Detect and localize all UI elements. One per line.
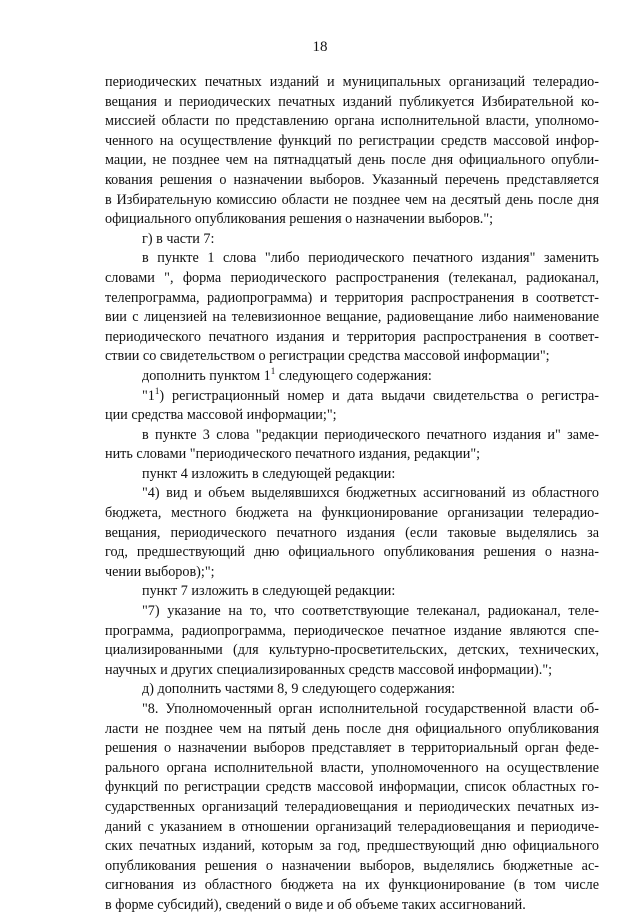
superscript: 1 bbox=[154, 386, 160, 396]
text-line-content: год, предшествующий дню официального опубликования решения о назна- bbox=[105, 544, 599, 561]
text-line-content: опубликования решения о назначении выборов, выделялись бюджетные ас- bbox=[105, 857, 599, 874]
text-line bbox=[105, 210, 599, 230]
text-line bbox=[105, 73, 599, 93]
text-line bbox=[105, 798, 599, 818]
text-line bbox=[105, 602, 599, 622]
text-line bbox=[105, 93, 599, 113]
text-line bbox=[105, 700, 599, 720]
text-line bbox=[105, 641, 599, 661]
text-line bbox=[105, 661, 599, 681]
text-line bbox=[105, 720, 599, 740]
text-line bbox=[105, 406, 599, 426]
text-line-content: ласти не позднее чем на пятый день после дня официального опубликования bbox=[105, 720, 599, 737]
text-line-content: словами ", форма периодического распространения (телеканал, радиоканал, bbox=[105, 269, 599, 286]
text-line-content: решения о назначении выборов представляет в территориальный орган феде- bbox=[105, 740, 599, 757]
text-line bbox=[105, 445, 599, 465]
text-line-content: периодических печатных изданий и муниципальных организаций телерадио- bbox=[105, 74, 599, 90]
text-line-content: мации, не позднее чем на пятнадцатый день после дня официального опубли- bbox=[105, 152, 599, 169]
text-line bbox=[105, 484, 599, 504]
text-line bbox=[105, 112, 599, 132]
text-line-content: пункт 4 изложить в следующей редакции: bbox=[142, 465, 396, 482]
text-line-content: в Избирательную комиссию области не позднее чем на десятый день после дня bbox=[105, 191, 599, 208]
text-line bbox=[105, 426, 599, 446]
text-line bbox=[105, 191, 599, 211]
text-line-content: периодического печатного издания и территория распространения в соответ- bbox=[105, 328, 599, 345]
text-line-content: научных и других специализированных средств массовой информации)."; bbox=[105, 661, 553, 678]
text-line bbox=[105, 347, 599, 367]
text-line bbox=[105, 367, 599, 387]
text-line-content: сигнования из областного бюджета на их функционирование (в том числе bbox=[105, 877, 599, 894]
text-line-content: сударственных организаций телерадиовещания и периодических печатных из- bbox=[105, 798, 599, 815]
text-line-content: г) в части 7: bbox=[142, 230, 215, 247]
text-line bbox=[105, 269, 599, 289]
text-line-content: бюджета, местного бюджета на функционирование организации телерадио- bbox=[105, 505, 599, 522]
text-line-content: телепрограмма, радиопрограмма) и территория распространения в соответст- bbox=[105, 289, 599, 306]
text-line-content: вии с лицензией на телевизионное вещание, радиовещание либо наименование bbox=[105, 309, 599, 326]
text-line-content: официального опубликования решения о назначении выборов."; bbox=[105, 211, 494, 228]
text-line-content: пункт 7 изложить в следующей редакции: bbox=[142, 583, 396, 600]
text-line-content: д) дополнить частями 8, 9 следующего содержания: bbox=[142, 681, 456, 698]
text-line bbox=[105, 582, 599, 602]
text-line-content: вещания, периодического печатного издания (если таковые выделялись за bbox=[105, 524, 599, 541]
text-line bbox=[105, 524, 599, 544]
text-line-content: даний с указанием в отношении организаций телерадиовещания и периодиче- bbox=[105, 818, 599, 835]
text-line-continuation: следующего содержания: bbox=[275, 367, 432, 384]
text-line-content: ции средства массовой информации;"; bbox=[105, 407, 337, 424]
text-line bbox=[105, 249, 599, 269]
text-line bbox=[105, 230, 599, 250]
text-line-content: вещания и периодических печатных изданий публикуется Избирательной ко- bbox=[105, 93, 599, 110]
text-line-content: ченного на осуществление функций по регистрации средств массовой инфор- bbox=[105, 132, 599, 149]
page-number: 18 bbox=[312, 39, 328, 55]
text-line bbox=[105, 504, 599, 524]
text-line-content: программа, радиопрограмма, периодическое печатное издание являются спе- bbox=[105, 622, 599, 639]
text-line bbox=[105, 818, 599, 838]
text-line-content: в форме субсидий), сведений о виде и об объеме таких ассигнований. bbox=[105, 896, 526, 913]
superscript: 1 bbox=[270, 366, 276, 376]
text-line bbox=[105, 171, 599, 191]
text-line bbox=[105, 876, 599, 896]
text-line-continuation: ) регистрационный номер и дата выдачи свидетельства о регистра- bbox=[159, 387, 599, 404]
text-line-content: миссией области по представлению органа исполнительной власти, уполномо- bbox=[105, 113, 599, 130]
text-line-content: в пункте 3 слова "редакции периодического печатного издания и" заме- bbox=[142, 426, 599, 443]
text-line-content: рального органа исполнительной власти, уполномоченного на осуществление bbox=[105, 759, 599, 776]
text-line bbox=[105, 896, 599, 916]
text-line bbox=[105, 837, 599, 857]
text-line-content: "1 bbox=[142, 387, 155, 404]
text-line-content: ствии со свидетельством о регистрации средства массовой информации"; bbox=[105, 348, 550, 365]
text-line-content: циализированными (для культурно-просветительских, детских, технических, bbox=[105, 642, 599, 659]
text-line bbox=[105, 132, 599, 152]
text-line-content: кования решения о назначении выборов. Указанный перечень представляется bbox=[105, 171, 599, 188]
document-body bbox=[105, 73, 599, 916]
text-line-content: "8. Уполномоченный орган исполнительной государственной власти об- bbox=[142, 701, 599, 717]
text-line bbox=[105, 151, 599, 171]
text-line-content: чении выборов);"; bbox=[105, 563, 215, 580]
text-line bbox=[105, 739, 599, 759]
text-line-content: в пункте 1 слова "либо периодического печатного издания" заменить bbox=[142, 250, 599, 267]
text-line bbox=[105, 622, 599, 642]
text-line bbox=[105, 759, 599, 779]
text-line bbox=[105, 680, 599, 700]
text-line-content: дополнить пунктом 1 bbox=[142, 367, 271, 384]
text-line bbox=[105, 328, 599, 348]
text-line bbox=[105, 857, 599, 877]
text-line bbox=[105, 465, 599, 485]
text-line bbox=[105, 289, 599, 309]
text-line-content: ских печатных изданий, которым за год, предшествующий дню официального bbox=[105, 838, 599, 855]
text-line-content: "7) указание на то, что соответствующие телеканал, радиоканал, теле- bbox=[142, 603, 599, 620]
text-line-content: нить словами "периодического печатного издания, редакции"; bbox=[105, 446, 481, 463]
text-line-content: функций по регистрации средств массовой информации, список областных го- bbox=[105, 779, 599, 796]
text-line bbox=[105, 778, 599, 798]
text-line bbox=[105, 387, 599, 407]
text-line-content: "4) вид и объем выделявшихся бюджетных ассигнований из областного bbox=[142, 485, 599, 502]
text-line bbox=[105, 563, 599, 583]
text-line bbox=[105, 543, 599, 563]
text-line bbox=[105, 308, 599, 328]
